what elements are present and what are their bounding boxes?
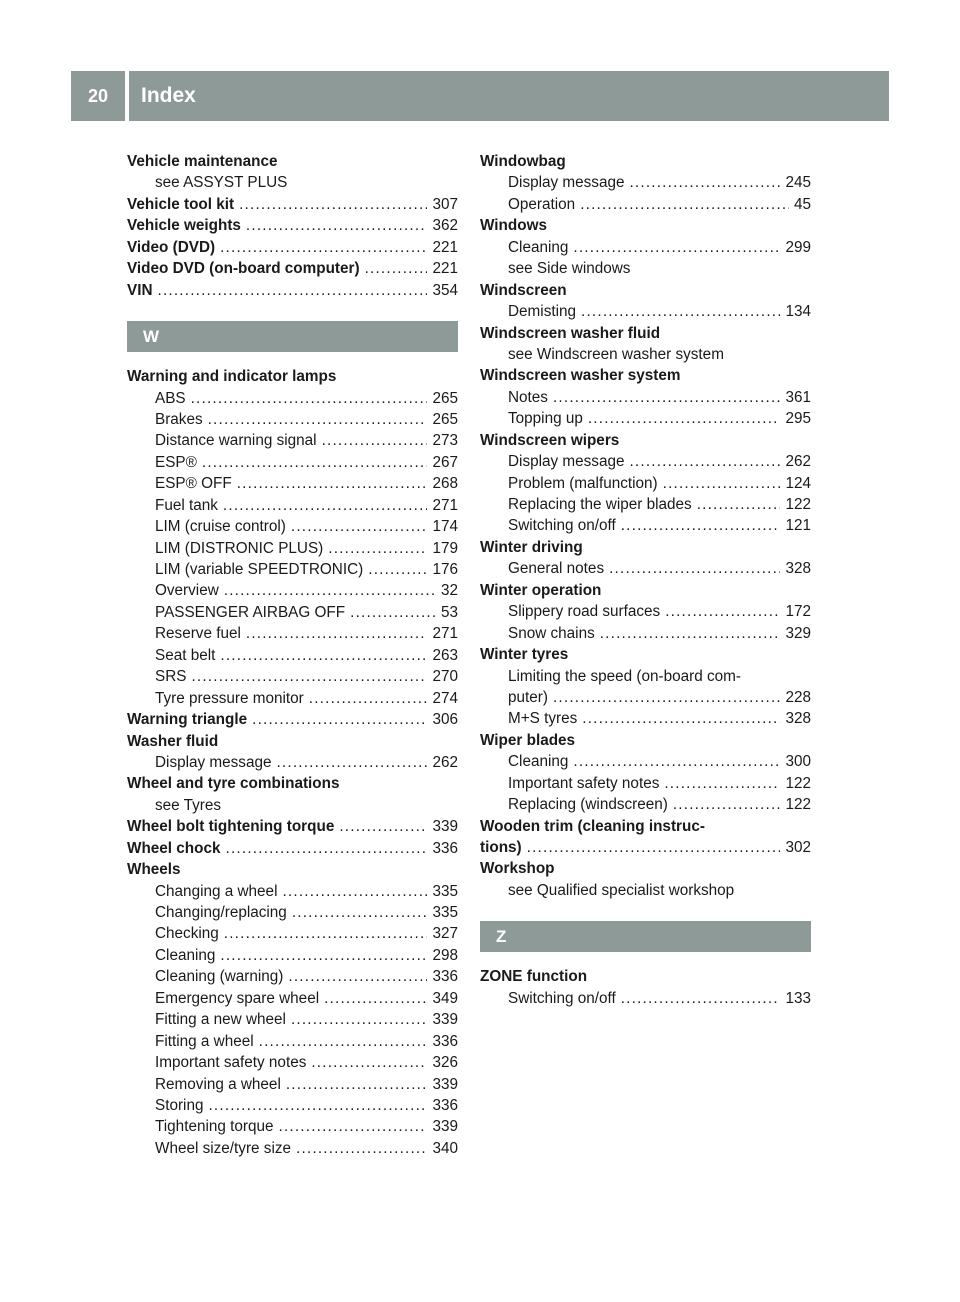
page-reference[interactable]: 267 [432, 453, 458, 471]
dot-leader [239, 194, 427, 215]
entry-term: Changing a wheel [155, 882, 278, 900]
index-main-entry [127, 151, 458, 172]
index-group-w [127, 366, 458, 1159]
index-main-entry [480, 837, 811, 858]
index-sub-entry [127, 752, 458, 773]
entry-term: Wheels [127, 861, 181, 879]
dot-leader [208, 1095, 427, 1116]
page-reference[interactable]: 335 [432, 882, 458, 900]
dot-leader [573, 751, 780, 772]
dot-leader [224, 923, 428, 944]
dot-leader [288, 966, 427, 987]
page-reference[interactable]: 362 [432, 217, 458, 235]
entry-term: Cleaning [508, 238, 569, 256]
index-sub-entry [127, 645, 458, 666]
index-sub-entry [127, 1116, 458, 1137]
page-reference[interactable]: 340 [432, 1139, 458, 1157]
entry-term: Emergency spare wheel [155, 989, 320, 1007]
dot-leader [276, 752, 427, 773]
page-reference[interactable]: 271 [432, 625, 458, 643]
page-reference[interactable]: 262 [432, 753, 458, 771]
entry-term: Fuel tank [155, 496, 218, 514]
index-sub-entry [127, 538, 458, 559]
dot-leader [339, 816, 427, 837]
entry-term: Vehicle weights [127, 217, 241, 235]
index-sub-entry [480, 301, 811, 322]
page-reference[interactable]: 122 [785, 796, 811, 814]
page-reference[interactable]: 354 [432, 281, 458, 299]
index-sub-entry [127, 1095, 458, 1116]
dot-leader [527, 837, 781, 858]
entry-term: see Qualified specialist workshop [508, 881, 735, 899]
index-sub-entry [127, 966, 458, 987]
index-sub-entry [127, 452, 458, 473]
dot-leader [246, 215, 428, 236]
dot-leader [158, 280, 428, 301]
index-sub-entry [480, 751, 811, 772]
entry-term: Windowbag [480, 153, 566, 170]
entry-term: Video (DVD) [127, 238, 216, 256]
index-main-entry [480, 537, 811, 558]
dot-leader [237, 473, 428, 494]
dot-leader [581, 301, 780, 322]
entry-term: Removing a wheel [155, 1075, 281, 1093]
entry-term: Cleaning [155, 946, 216, 964]
entry-term: Overview [155, 582, 219, 600]
dot-leader [580, 194, 789, 215]
entry-term: Vehicle maintenance [127, 153, 278, 170]
dot-leader [291, 1009, 428, 1030]
index-main-entry [127, 237, 458, 258]
dot-leader [311, 1052, 427, 1073]
page-reference[interactable]: 306 [432, 711, 458, 729]
entry-term: Tightening torque [155, 1118, 274, 1136]
entry-term: Display message [508, 174, 625, 192]
dot-leader [350, 602, 436, 623]
dot-leader [191, 666, 427, 687]
dot-leader [328, 538, 427, 559]
entry-term: Topping up [508, 410, 583, 428]
entry-term: Fitting a wheel [155, 1032, 254, 1050]
index-sub-entry [480, 194, 811, 215]
index-sub-entry [480, 623, 811, 644]
dot-leader [629, 451, 780, 472]
entry-term: Switching on/off [508, 989, 616, 1007]
dot-leader [220, 645, 427, 666]
index-main-entry [127, 816, 458, 837]
dot-leader [309, 688, 428, 709]
index-main-entry [127, 773, 458, 794]
page-reference[interactable]: 300 [785, 753, 811, 771]
index-sub-entry [127, 602, 458, 623]
page-reference[interactable]: 336 [432, 1096, 458, 1114]
page-reference[interactable]: 327 [432, 925, 458, 943]
dot-leader [673, 794, 781, 815]
entry-term: Seat belt [155, 646, 216, 664]
index-sub-entry [127, 495, 458, 516]
entry-term: Wheel size/tyre size [155, 1139, 292, 1157]
entry-term: PASSENGER AIRBAG OFF [155, 603, 346, 621]
index-main-entry [480, 280, 811, 301]
dot-leader [220, 237, 427, 258]
index-main-entry [480, 151, 811, 172]
index-sub-entry [127, 666, 458, 687]
header-divider [125, 71, 129, 121]
page-reference[interactable]: 265 [432, 410, 458, 428]
entry-term: Vehicle tool kit [127, 195, 235, 213]
letter-heading-w: W [127, 321, 458, 352]
index-column-right [480, 151, 811, 1009]
entry-term: tions) [480, 839, 522, 856]
index-sub-entry [480, 558, 811, 579]
entry-term: Winter tyres [480, 646, 569, 664]
dot-leader [553, 387, 781, 408]
index-see-reference [480, 258, 811, 279]
index-column-left [127, 151, 458, 1159]
index-main-entry [480, 966, 811, 987]
page-reference[interactable]: 133 [785, 989, 811, 1007]
page-header [71, 71, 889, 121]
dot-leader [324, 988, 427, 1009]
dot-leader [202, 452, 428, 473]
page-reference[interactable]: 221 [432, 238, 458, 256]
index-sub-entry [127, 623, 458, 644]
index-sub-entry [480, 773, 811, 794]
index-sub-entry [127, 902, 458, 923]
index-main-entry [480, 730, 811, 751]
entry-term: Important safety notes [155, 1054, 307, 1072]
index-main-entry [127, 709, 458, 730]
index-sub-entry [480, 387, 811, 408]
page-reference[interactable]: 298 [432, 946, 458, 964]
index-main-entry [480, 580, 811, 601]
entry-term: M+S tyres [508, 710, 578, 728]
entry-term: Notes [508, 388, 548, 406]
entry-term: LIM (DISTRONIC PLUS) [155, 539, 324, 557]
entry-term: puter) [508, 688, 548, 706]
entry-term: Wheel and tyre combinations [127, 775, 340, 793]
page-reference[interactable]: 335 [432, 904, 458, 921]
index-see-reference [127, 172, 458, 193]
dot-leader [252, 709, 427, 730]
page-reference[interactable]: 339 [432, 1011, 458, 1029]
index-sub-entry [480, 515, 811, 536]
page-reference[interactable]: 270 [432, 668, 458, 686]
index-sub-entry [127, 1052, 458, 1073]
index-sub-entry [127, 1074, 458, 1095]
index-group-w-cont [480, 151, 811, 901]
entry-term: see Tyres [155, 796, 222, 814]
index-sub-entry [127, 473, 458, 494]
page-reference[interactable]: 179 [432, 539, 458, 557]
dot-leader [600, 623, 781, 644]
index-main-entry [127, 838, 458, 859]
index-see-reference [480, 344, 811, 365]
index-see-reference [127, 795, 458, 816]
page-reference[interactable]: 176 [432, 561, 458, 578]
index-main-entry [127, 731, 458, 752]
index-main-entry [127, 194, 458, 215]
index-sub-entry [480, 172, 811, 193]
entry-term: VIN [127, 281, 153, 299]
index-sub-entry [127, 688, 458, 709]
entry-term: Slippery road surfaces [508, 603, 661, 621]
page-reference[interactable]: 245 [785, 174, 811, 192]
page-reference[interactable]: 172 [785, 603, 811, 621]
index-main-entry [480, 858, 811, 879]
page-reference[interactable]: 262 [785, 453, 811, 471]
entry-term: Windscreen washer system [480, 367, 681, 385]
entry-term: Storing [155, 1096, 204, 1114]
page-reference[interactable]: 329 [785, 624, 811, 642]
dot-leader [223, 495, 428, 516]
index-main-entry [127, 258, 458, 279]
dot-leader [220, 945, 427, 966]
entry-term: ESP® [155, 453, 197, 471]
dot-leader [246, 623, 428, 644]
page-reference[interactable]: 326 [432, 1054, 458, 1072]
entry-term: Fitting a new wheel [155, 1011, 286, 1029]
entry-term: ABS [155, 389, 186, 407]
entry-term: Display message [508, 453, 625, 471]
index-sub-entry [480, 601, 811, 622]
index-sub-entry [127, 945, 458, 966]
dot-leader [697, 494, 781, 515]
page-reference[interactable]: 339 [432, 1075, 458, 1093]
page-reference[interactable]: 122 [785, 774, 811, 792]
entry-term: Winter driving [480, 538, 583, 556]
entry-term: Display message [155, 753, 272, 771]
dot-leader [291, 516, 428, 537]
dot-leader [621, 988, 781, 1009]
page-reference[interactable]: 124 [785, 474, 811, 492]
entry-term: Cleaning [508, 753, 569, 771]
page-reference[interactable]: 228 [785, 688, 811, 706]
dot-leader [322, 430, 428, 451]
page-reference[interactable]: 263 [432, 646, 458, 664]
entry-term: LIM (cruise control) [155, 518, 286, 536]
dot-leader [629, 172, 780, 193]
entry-term: LIM (variable SPEEDTRONIC) [155, 561, 364, 578]
page-reference[interactable]: 349 [432, 989, 458, 1007]
entry-term: Wheel bolt tightening torque [127, 818, 335, 836]
page-reference[interactable]: 339 [432, 818, 458, 836]
entry-term: see ASSYST PLUS [155, 174, 288, 192]
page-reference[interactable]: 265 [432, 389, 458, 407]
index-main-entry [127, 859, 458, 880]
page-reference[interactable]: 307 [432, 195, 458, 213]
dot-leader [665, 601, 780, 622]
page-reference[interactable]: 53 [440, 603, 458, 621]
entry-term: Snow chains [508, 624, 595, 642]
entry-term: ZONE function [480, 968, 588, 986]
dot-leader [663, 473, 781, 494]
page-reference[interactable]: 302 [785, 839, 811, 856]
index-sub-entry [127, 1138, 458, 1159]
index-sub-entry [127, 881, 458, 902]
entry-term: Problem (malfunction) [508, 474, 658, 492]
dot-leader [259, 1031, 428, 1052]
entry-term: Winter operation [480, 581, 602, 599]
page-reference[interactable]: 295 [785, 410, 811, 428]
entry-term: ESP® OFF [155, 475, 232, 493]
entry-term: Demisting [508, 303, 577, 321]
index-main-entry [127, 280, 458, 301]
entry-term: Video DVD (on-board computer) [127, 260, 360, 278]
page-reference[interactable]: 336 [432, 1032, 458, 1050]
dot-leader [286, 1074, 428, 1095]
index-see-reference [480, 880, 811, 901]
page-reference[interactable]: 336 [432, 839, 458, 857]
index-sub-entry [127, 516, 458, 537]
entry-term: Washer fluid [127, 732, 219, 750]
page-reference[interactable]: 328 [785, 710, 811, 728]
index-see-reference [480, 666, 811, 687]
index-sub-entry [480, 794, 811, 815]
index-sub-entry [127, 988, 458, 1009]
dot-leader [191, 388, 428, 409]
index-main-entry [127, 215, 458, 236]
index-sub-entry [480, 988, 811, 1009]
dot-leader [292, 902, 428, 923]
page-reference[interactable]: 299 [785, 238, 811, 256]
index-sub-entry [127, 409, 458, 430]
index-sub-entry [127, 923, 458, 944]
entry-term: Windscreen washer fluid [480, 324, 661, 342]
index-sub-entry [127, 1009, 458, 1030]
dot-leader [582, 708, 780, 729]
entry-term: Changing/replacing [155, 904, 287, 921]
index-sub-entry [480, 451, 811, 472]
index-sub-entry [127, 430, 458, 451]
dot-leader [553, 687, 781, 708]
entry-term: Replacing the wiper blades [508, 496, 692, 513]
page-reference[interactable]: 134 [785, 303, 811, 321]
letter-heading-z: Z [480, 921, 811, 952]
entry-term: SRS [155, 668, 187, 686]
entry-term: Replacing (windscreen) [508, 796, 668, 814]
page-reference[interactable]: 32 [440, 582, 458, 600]
entry-term: Important safety notes [508, 774, 660, 792]
entry-term: Wheel chock [127, 839, 221, 857]
page-reference[interactable]: 328 [785, 560, 811, 578]
entry-term: Windows [480, 217, 547, 235]
entry-term: Windscreen wipers [480, 431, 620, 449]
index-main-entry [127, 366, 458, 387]
entry-term: Cleaning (warning) [155, 968, 284, 986]
page-reference[interactable]: 274 [432, 689, 458, 707]
entry-term: see Windscreen washer system [508, 345, 724, 363]
index-sub-entry [127, 559, 458, 580]
dot-leader [208, 409, 428, 430]
index-sub-entry [127, 388, 458, 409]
page-reference[interactable]: 361 [785, 388, 811, 406]
entry-term: Windscreen [480, 281, 567, 299]
dot-leader [664, 773, 780, 794]
page-reference[interactable]: 271 [432, 496, 458, 514]
page-title: Index [141, 84, 196, 107]
index-sub-entry [127, 580, 458, 601]
index-group-v [127, 151, 458, 301]
index-sub-entry [127, 1031, 458, 1052]
entry-term: Operation [508, 195, 576, 213]
entry-term: Warning and indicator lamps [127, 368, 337, 386]
dot-leader [296, 1138, 427, 1159]
dot-leader [279, 1116, 428, 1137]
page-reference[interactable]: 174 [432, 518, 458, 536]
page-reference[interactable]: 273 [432, 432, 458, 450]
dot-leader [224, 580, 436, 601]
page-reference[interactable]: 45 [793, 195, 811, 213]
index-group-z [480, 966, 811, 1009]
index-sub-entry [480, 408, 811, 429]
entry-term: Brakes [155, 410, 203, 428]
entry-term: Warning triangle [127, 711, 248, 729]
entry-term: Limiting the speed (on-board com- [508, 667, 741, 685]
dot-leader [226, 838, 428, 859]
entry-term: Wooden trim (cleaning instruc- [480, 817, 705, 835]
index-sub-entry [480, 473, 811, 494]
index-sub-entry [480, 237, 811, 258]
page-reference[interactable]: 268 [432, 475, 458, 493]
entry-term: Distance warning signal [155, 432, 317, 450]
page-reference[interactable]: 339 [432, 1118, 458, 1136]
index-main-entry [480, 816, 811, 837]
dot-leader [609, 558, 780, 579]
dot-leader [282, 881, 427, 902]
entry-term: Wiper blades [480, 731, 576, 749]
entry-term: see Side windows [508, 260, 631, 278]
page-reference[interactable]: 121 [785, 517, 811, 535]
index-main-entry [480, 365, 811, 386]
entry-term: Tyre pressure monitor [155, 689, 304, 707]
entry-term: Reserve fuel [155, 625, 241, 643]
index-sub-entry [480, 687, 811, 708]
page-number: 20 [87, 86, 109, 106]
entry-term: Checking [155, 925, 219, 943]
index-main-entry [480, 215, 811, 236]
page-reference[interactable]: 336 [432, 968, 458, 986]
dot-leader [621, 515, 781, 536]
dot-leader [365, 258, 428, 279]
index-main-entry [480, 430, 811, 451]
index-main-entry [480, 323, 811, 344]
dot-leader [368, 559, 427, 580]
index-sub-entry [480, 494, 811, 515]
entry-term: Workshop [480, 860, 555, 878]
index-sub-entry [480, 708, 811, 729]
dot-leader [588, 408, 781, 429]
page-reference[interactable]: 122 [785, 496, 811, 513]
entry-term: Switching on/off [508, 517, 616, 535]
entry-term: General notes [508, 560, 605, 578]
page-reference[interactable]: 221 [432, 260, 458, 278]
dot-leader [573, 237, 780, 258]
index-main-entry [480, 644, 811, 665]
